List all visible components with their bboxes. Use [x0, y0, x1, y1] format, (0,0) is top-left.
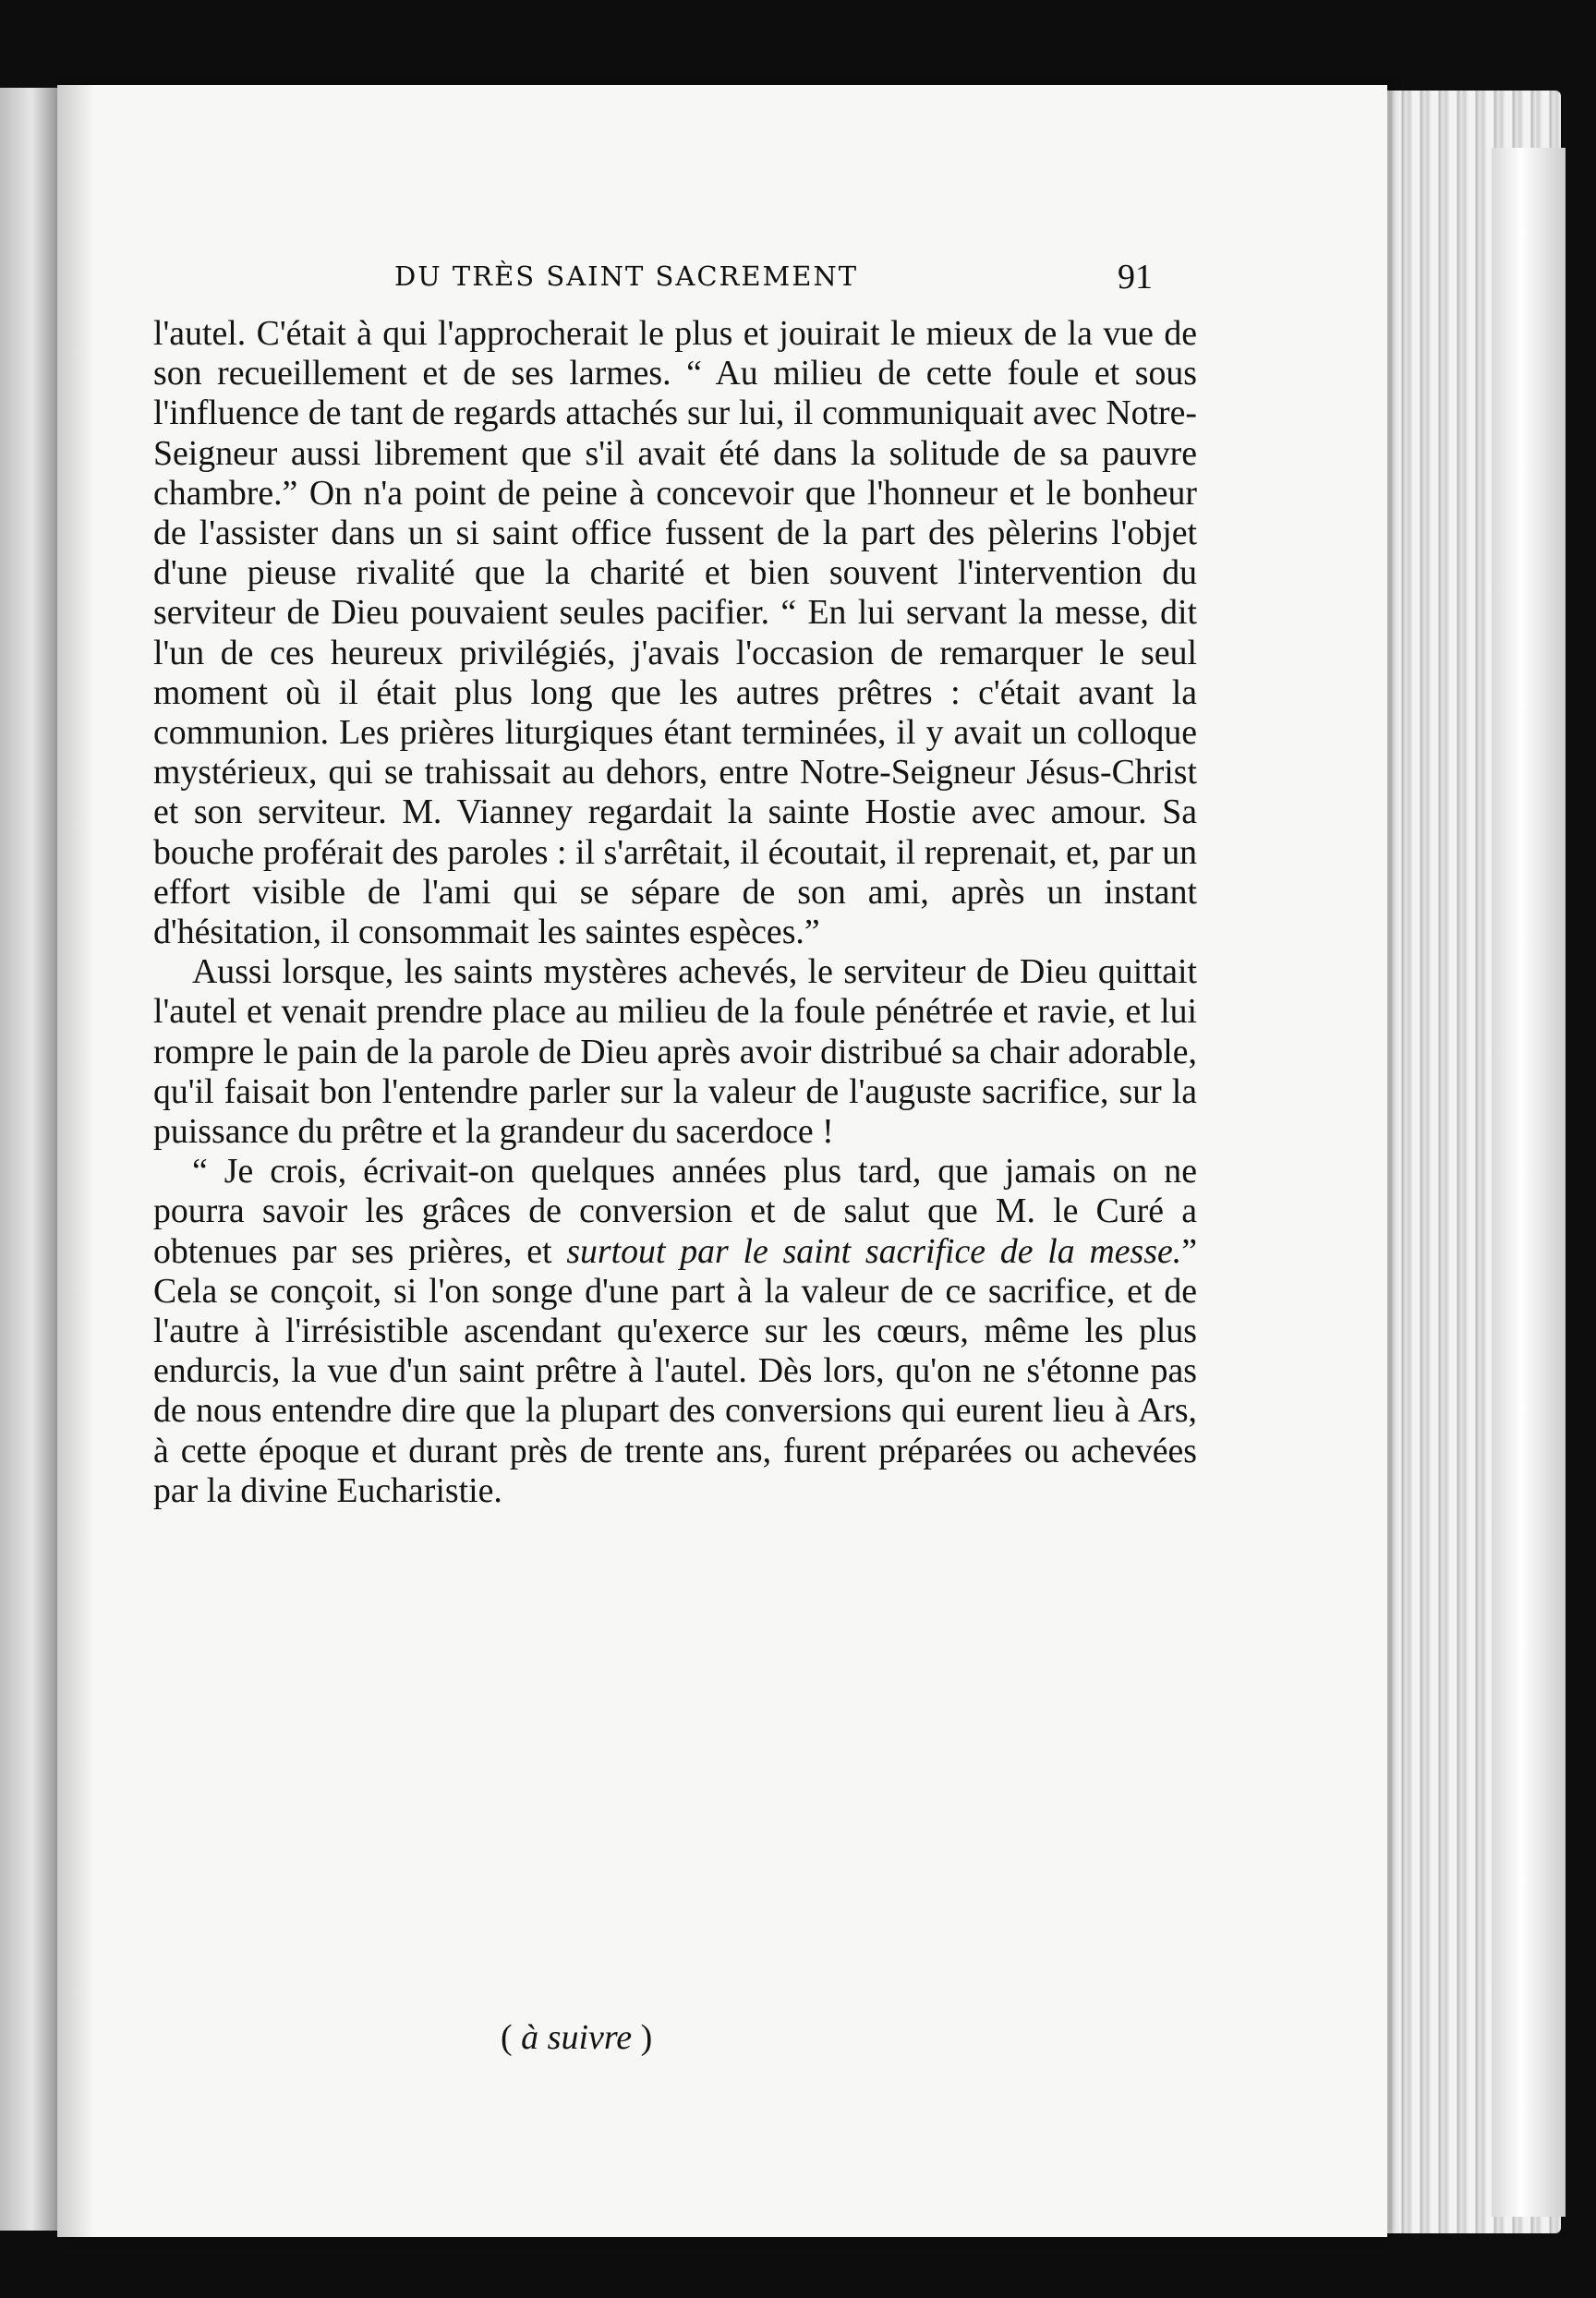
- continuation-close-paren: ): [632, 2018, 653, 2057]
- running-head: DU TRÈS SAINT SACREMENT: [394, 260, 859, 292]
- paragraph-2: Aussi lorsque, les saints mystères achevés, le serviteur de Dieu quittait l'autel et venait prendre place au milieu de la foule pénétrée et ravie, et lui rompre le pain de la parole de Dieu après avoir distribué sa chair adorable, qu'il faisait bon l'entendre parler sur la valeur de l'auguste sacrifice, sur la puissance du prêtre et la grandeur du sacerdoce !: [153, 952, 1197, 1152]
- paragraph-3: [153, 1152, 1197, 1511]
- paragraph-3-end: ” Cela se conçoit, si l'on songe d'une part à la valeur de ce sacrifice, et de l'autre à l'irrésistible ascendant qu'exerce sur les cœurs, même les plus endurcis, la vue d'un saint prêtre à l'autel. Dès lors, qu'on ne s'étonne pas de nous entendre dire que la plupart des conversions qui eurent lieu à Ars, à cette époque et durant près de trente ans, furent préparées ou achevées par la divine Eucharistie.: [153, 1231, 1197, 1510]
- continuation-note: [501, 2017, 652, 2058]
- page-number: 91: [1118, 258, 1153, 296]
- paragraph-1: l'autel. C'était à qui l'approcherait le plus et jouirait le mieux de la vue de son recueillement et de ses larmes. “ Au milieu de cette foule et sous l'influence de tant de regards attachés sur lui, il communiquait avec Notre-Seigneur aussi librement que s'il avait été dans la solitude de sa pauvre chambre.” On n'a point de peine à concevoir que l'honneur et le bonheur de l'assister dans un si saint office fussent de la part des pèlerins l'objet d'une pieuse rivalité que la charité et bien souvent l'intervention du serviteur de Dieu pouvaient seules pacifier. “ En lui servant la messe, dit l'un de ces heureux privilégiés, j'avais l'occasion de remarquer le seul moment où il était plus long que les autres prêtres : c'était avant la communion. Les prières liturgiques étant terminées, il y avait un colloque mystérieux, qui se trahissait au dehors, entre Notre-Seigneur Jésus-Christ et son serviteur. M. Vianney regardait la sainte Hostie avec amour. Sa bouche proférait des paroles : il s'arrêtait, il écoutait, il reprenait, et, par un effort visible de l'ami qui se sépare de son ami, après un instant d'hésitation, il consommait les saintes espèces.”: [153, 314, 1197, 952]
- gutter-shadow: [57, 85, 94, 2237]
- book-page: [57, 85, 1387, 2237]
- book-cover-edge: [1492, 148, 1566, 2217]
- paragraph-3-italic: surtout par le saint sacrifice de la messe.: [566, 1231, 1182, 1271]
- facing-page-edge: [0, 88, 57, 2231]
- paragraph-3-start: “ Je crois, écrivait-on quelques années plus tard, que jamais on ne pourra savoir les grâces de conversion et de salut que M. le Curé a obtenues par ses prières, et: [153, 1152, 1197, 1271]
- continuation-open-paren: (: [501, 2018, 522, 2057]
- body-text: [153, 314, 1197, 1511]
- continuation-label: à suivre: [521, 2018, 633, 2057]
